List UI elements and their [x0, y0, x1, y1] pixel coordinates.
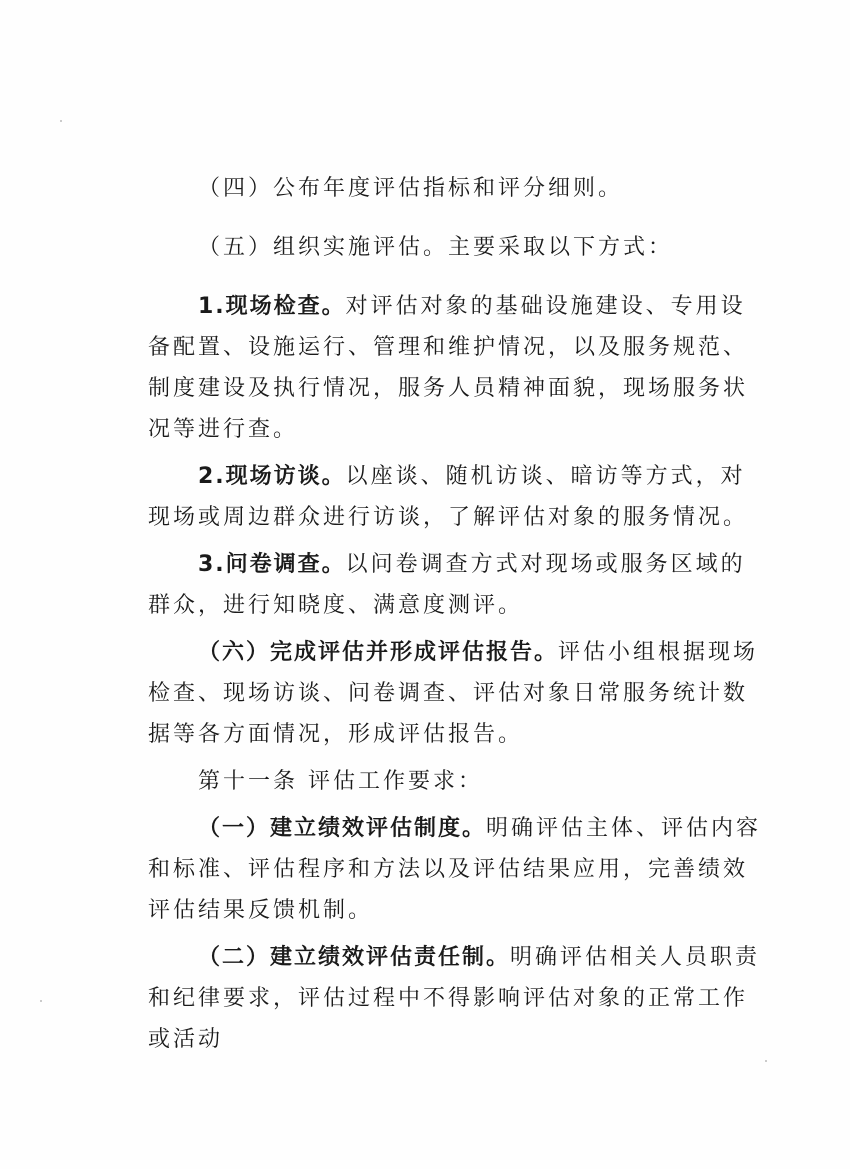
heading-site-inspection: 1.现场检查。: [198, 294, 346, 319]
heading-responsibility-system: （二）建立绩效评估责任制。: [198, 945, 511, 970]
paragraph-questionnaire: 3.问卷调查。以问卷调查方式对现场或服务区域的群众，进行知晓度、满意度测评。: [148, 552, 746, 618]
heading-complete-report: （六）完成评估并形成评估报告。: [198, 640, 559, 665]
paragraph-site-interview: 2.现场访谈。以座谈、随机访谈、暗访等方式，对现场或周边群众进行访谈，了解评估对象的服务情况。: [148, 464, 749, 530]
scan-speck: [40, 1000, 42, 1002]
scan-speck: [60, 120, 62, 122]
heading-site-interview: 2.现场访谈。: [198, 464, 346, 489]
paragraph-performance-system: （一）建立绩效评估制度。明确评估主体、评估内容和标准、评估程序和方法以及评估结果应用，完善绩效评估结果反馈机制。: [148, 816, 762, 923]
heading-performance-system: （一）建立绩效评估制度。: [198, 816, 487, 841]
paragraph-site-inspection: 1.现场检查。对评估对象的基础设施建设、专用设备配置、设施运行、管理和维护情况，以及服务规范、制度建设及执行情况，服务人员精神面貌，现场服务状况等进行查。: [148, 294, 749, 442]
scan-speck: [765, 1060, 767, 1062]
document-body: [148, 168, 768, 1060]
paragraph-responsibility-system: （二）建立绩效评估责任制。明确评估相关人员职责和纪律要求，评估过程中不得影响评估对象的正常工作或活动: [148, 945, 761, 1052]
heading-questionnaire: 3.问卷调查。: [198, 552, 346, 577]
paragraph-organize-evaluation: （五）组织实施评估。主要采取以下方式：: [198, 235, 674, 260]
paragraph-complete-report: （六）完成评估并形成评估报告。评估小组根据现场检查、现场访谈、问卷调查、评估对象日常服务统计数据等各方面情况，形成评估报告。: [148, 640, 759, 747]
paragraph-publish-indicators: （四）公布年度评估指标和评分细则。: [198, 176, 624, 201]
paragraph-article-eleven: 第十一条 评估工作要求：: [198, 769, 483, 794]
